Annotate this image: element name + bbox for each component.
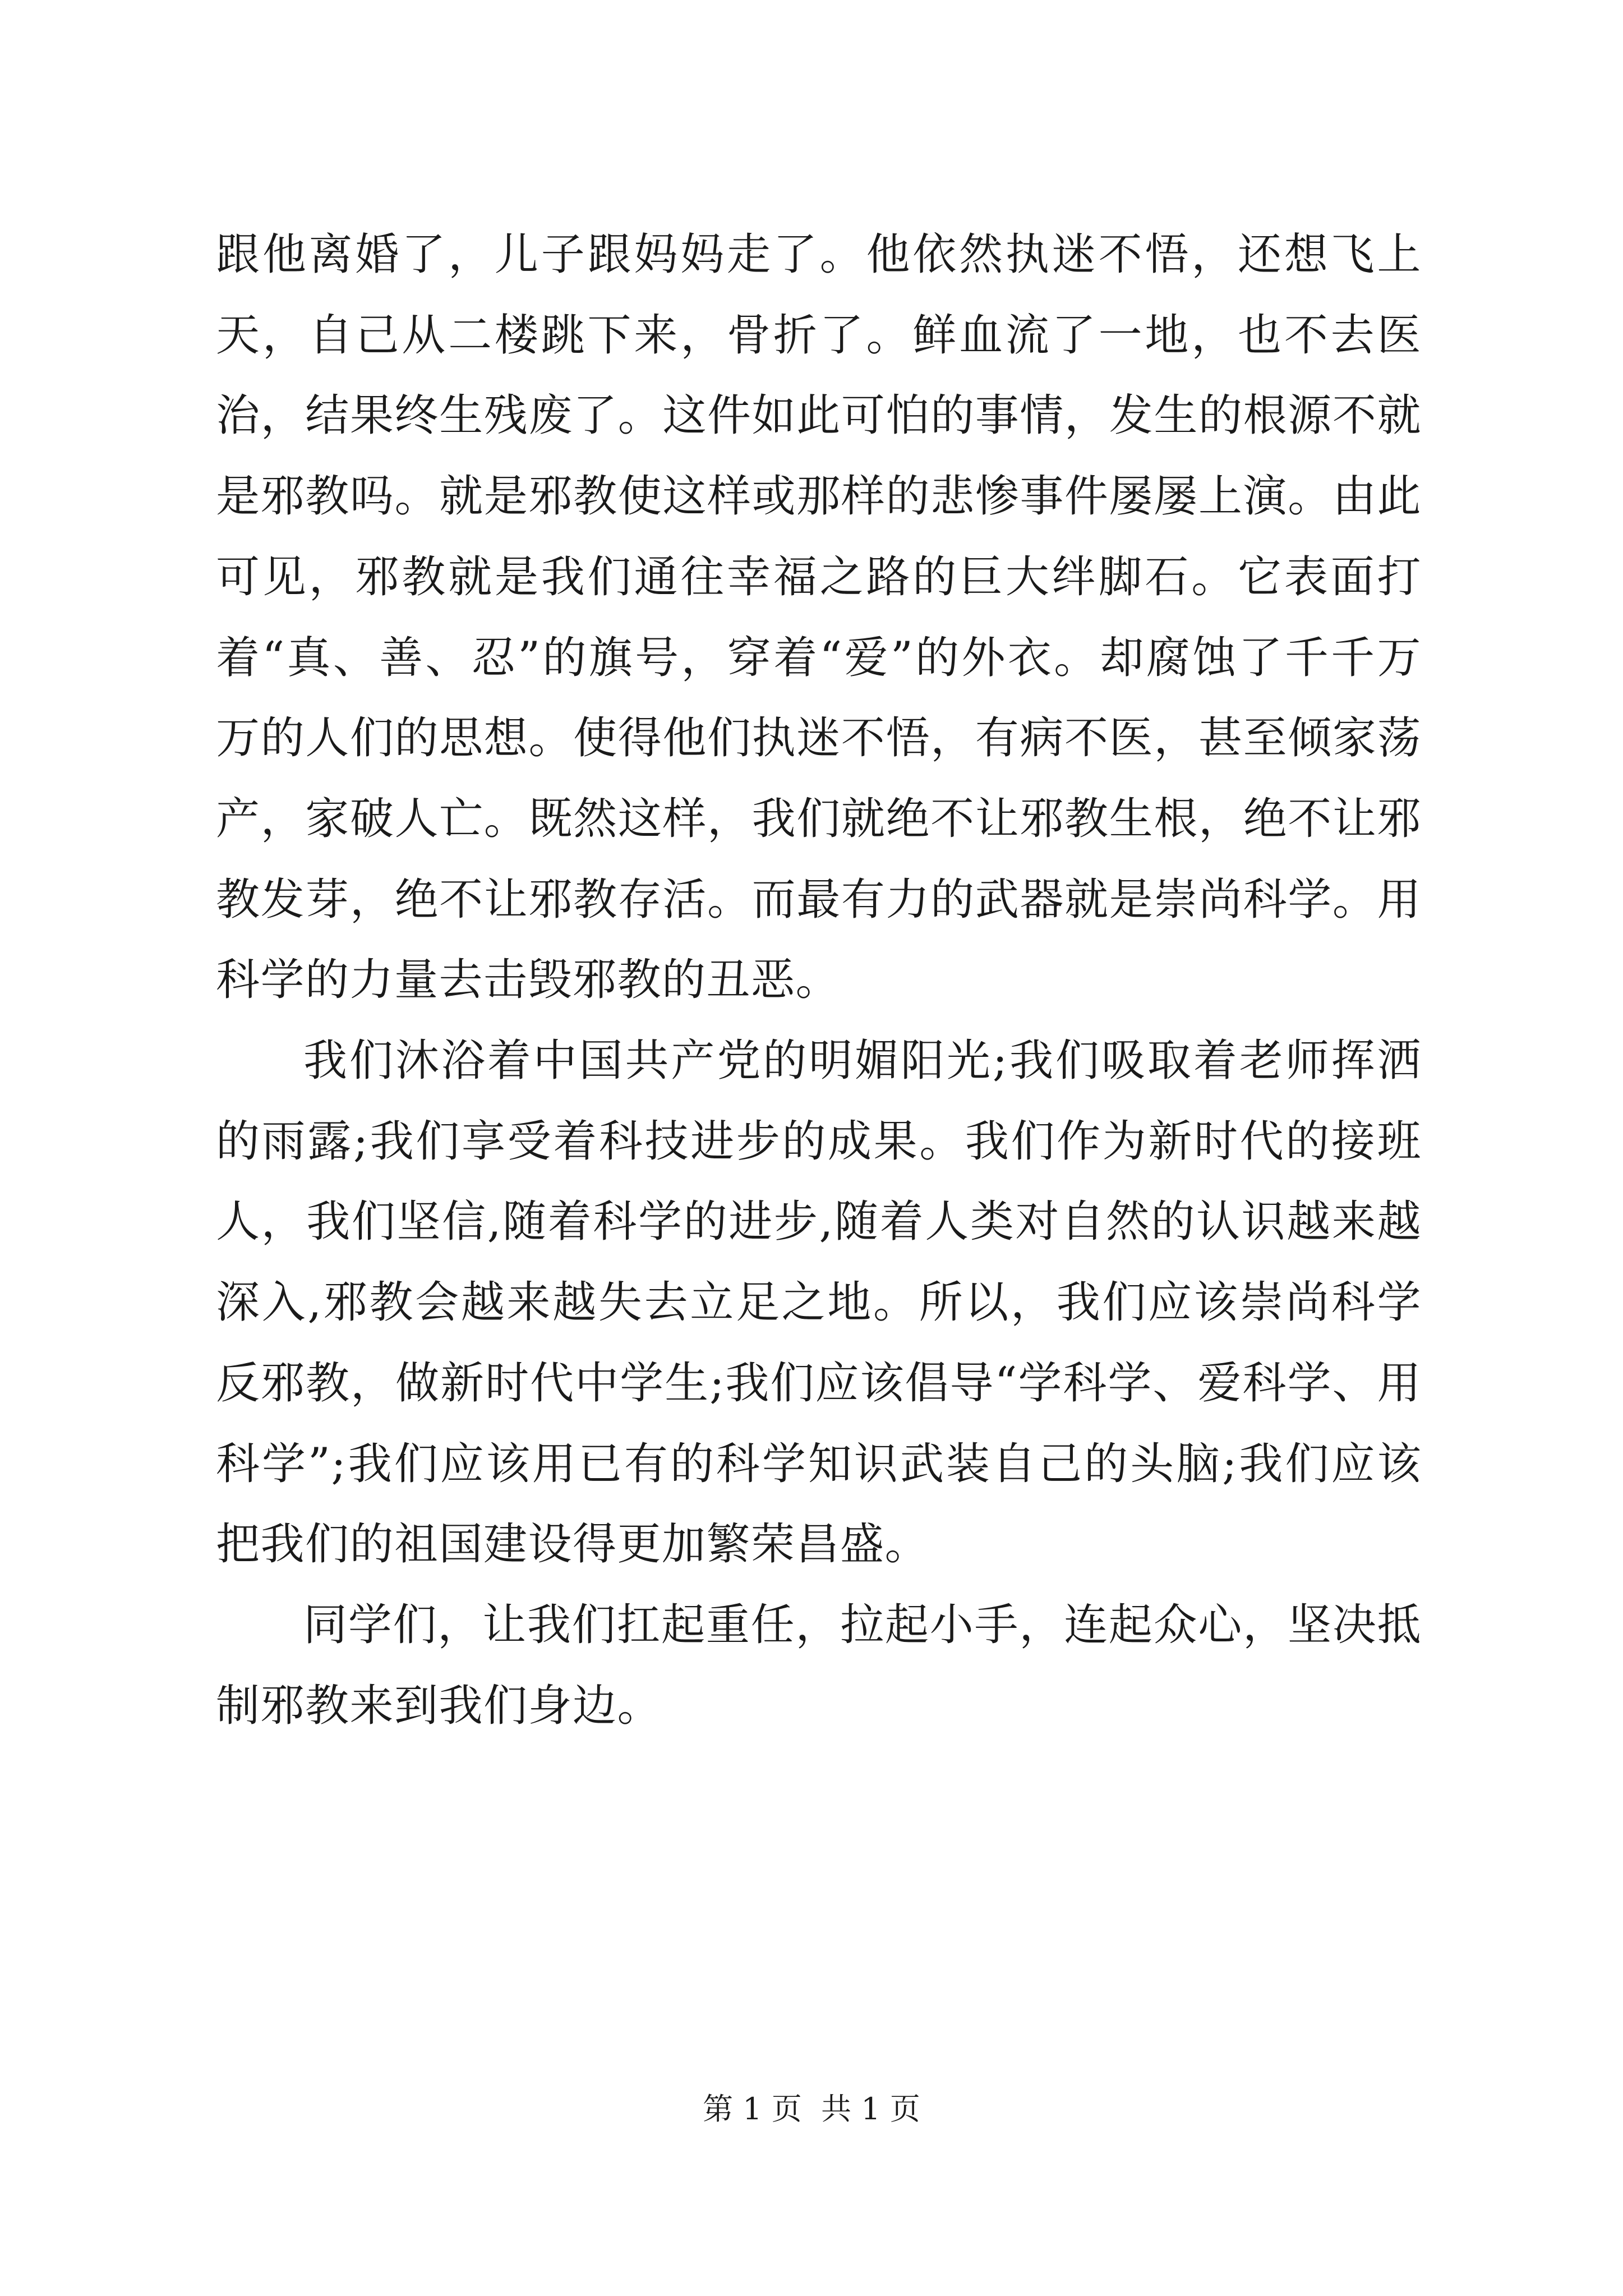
- paragraph-3: 同学们，让我们扛起重任，拉起小手，连起众心，坚决抵制邪教来到我们身边。: [216, 1599, 1422, 1731]
- paragraph-1: 跟他离婚了，儿子跟妈妈走了。他依然执迷不悟，还想飞上天，自己从二楼跳下来，骨折了。鲜血流了一地，也不去医治，结果终生残废了。这件如此可怕的事情，发生的根源不就是邪教吗。就是邪教使这样或那样的悲惨事件屡屡上演。由此可见，邪教就是我们通往幸福之路的巨大绊脚石。它表面打着“真、善、忍”的旗号，穿着“爱”的外衣。却腐蚀了千千万万的人们的思想。使得他们执迷不悟，有病不医，甚至倾家荡产，家破人亡。既然这样，我们就绝不让邪教生根，绝不让邪教发芽，绝不让邪教存活。而最有力的武器就是崇尚科学。用科学的力量去击毁邪教的丑恶。: [216, 229, 1422, 1006]
- document-body: [216, 215, 1422, 1746]
- page-number-footer: 第 1 页 共 1 页: [703, 2091, 920, 2127]
- paragraph-2: 我们沐浴着中国共产党的明媚阳光;我们吸取着老师挥洒的雨露;我们享受着科技进步的成果。我们作为新时代的接班人，我们坚信,随着科学的进步,随着人类对自然的认识越来越深入,邪教会越来越失去立足之地。所以，我们应该崇尚科学反邪教，做新时代中学生;我们应该倡导“学科学、爱科学、用科学”;我们应该用已有的科学知识武装自己的头脑;我们应该把我们的祖国建设得更加繁荣昌盛。: [216, 1036, 1422, 1570]
